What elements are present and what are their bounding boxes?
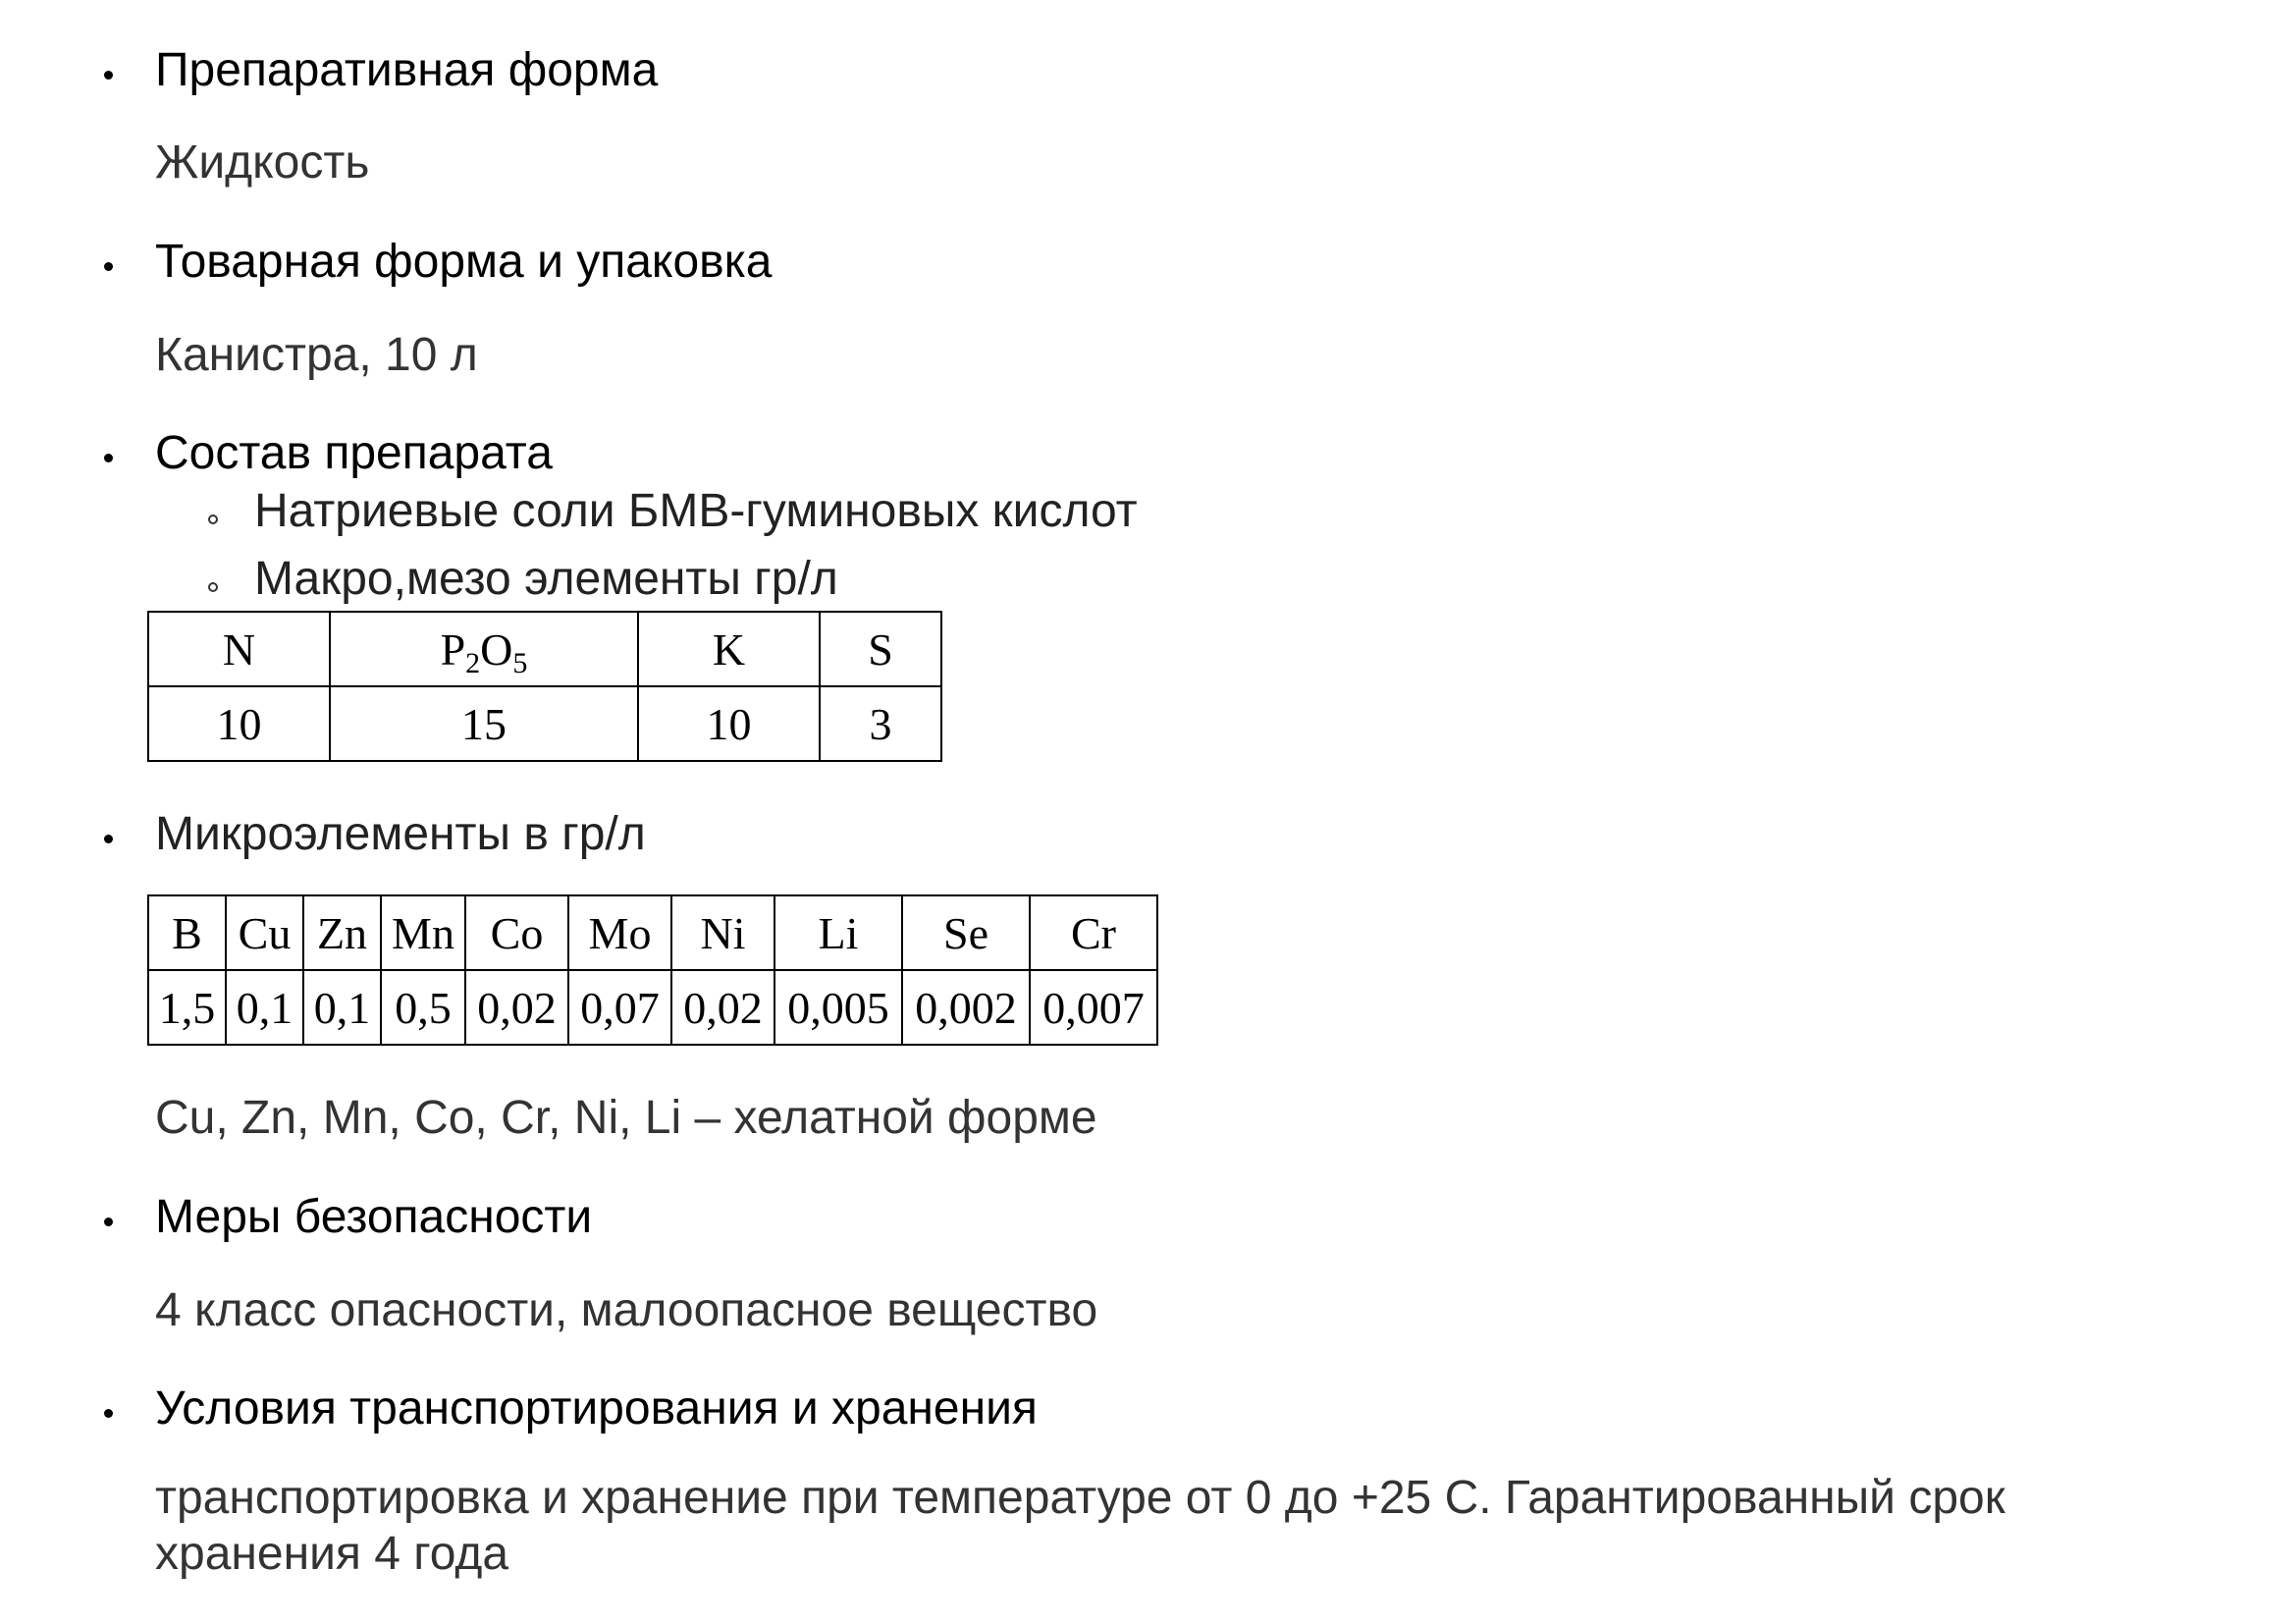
- section-value-storage: транспортировка и хранение при температуре от 0 до +25 С. Гарантированный срок хранения 4 года: [155, 1472, 2005, 1580]
- table-header-cell: K: [638, 612, 820, 686]
- table-header-cell: Li: [774, 895, 902, 970]
- table-header-cell: Ni: [671, 895, 774, 970]
- table-cell: 3: [820, 686, 941, 761]
- table-cell: 0,5: [381, 970, 465, 1045]
- section-heading-safety: Меры безопасности: [155, 1191, 593, 1243]
- macro-elements-table: [147, 611, 942, 762]
- section-value-safety: 4 класс опасности, малоопасное вещество: [155, 1284, 1098, 1336]
- bullet-icon: [104, 262, 113, 271]
- table-header-cell: Zn: [303, 895, 381, 970]
- table-cell: 0,007: [1030, 970, 1157, 1045]
- table-header-cell: B: [148, 895, 226, 970]
- section-heading-packaging: Товарная форма и упаковка: [155, 236, 773, 288]
- table-cell: 1,5: [148, 970, 226, 1045]
- micro-elements-table: [147, 894, 1158, 1046]
- bullet-icon: [104, 1409, 113, 1418]
- table-cell: 0,005: [774, 970, 902, 1045]
- section-heading-micro: Микроэлементы в гр/л: [155, 808, 646, 860]
- table-row: [148, 686, 941, 761]
- table-header-cell: Se: [902, 895, 1030, 970]
- table-header-cell: Cu: [226, 895, 303, 970]
- section-heading-composition: Состав препарата: [155, 427, 553, 479]
- table-header-cell: Mn: [381, 895, 465, 970]
- composition-item: Натриевые соли БМВ-гуминовых кислот: [254, 485, 1138, 537]
- table-cell: 0,07: [568, 970, 671, 1045]
- sub-bullet-icon: [208, 514, 218, 524]
- table-header-cell: Mo: [568, 895, 671, 970]
- table-cell: 0,1: [226, 970, 303, 1045]
- table-header-cell: Cr: [1030, 895, 1157, 970]
- bullet-icon: [104, 71, 113, 80]
- bullet-icon: [104, 454, 113, 462]
- section-heading-storage: Условия транспортирования и хранения: [155, 1382, 1038, 1435]
- section-heading-form: Препаративная форма: [155, 44, 659, 96]
- section-value-form: Жидкость: [155, 136, 370, 189]
- table-row: [148, 970, 1157, 1045]
- table-cell: 10: [148, 686, 330, 761]
- table-cell: 15: [330, 686, 638, 761]
- table-header-cell: S: [820, 612, 941, 686]
- chelate-note: Cu, Zn, Mn, Co, Cr, Ni, Li – хелатной форме: [155, 1092, 1097, 1144]
- section-value-packaging: Канистра, 10 л: [155, 329, 478, 381]
- table-header-cell: N: [148, 612, 330, 686]
- sub-bullet-icon: [208, 582, 218, 592]
- table-cell: 0,02: [671, 970, 774, 1045]
- table-cell: 0,02: [465, 970, 568, 1045]
- table-cell: 0,1: [303, 970, 381, 1045]
- table-header-row: [148, 612, 941, 686]
- table-header-row: [148, 895, 1157, 970]
- table-header-cell: $P_2O_5$: [330, 612, 638, 686]
- bullet-icon: [104, 835, 113, 843]
- table-cell: 0,002: [902, 970, 1030, 1045]
- table-cell: 10: [638, 686, 820, 761]
- composition-item: Макро,мезо элементы гр/л: [254, 553, 838, 605]
- bullet-icon: [104, 1218, 113, 1226]
- table-header-cell: Co: [465, 895, 568, 970]
